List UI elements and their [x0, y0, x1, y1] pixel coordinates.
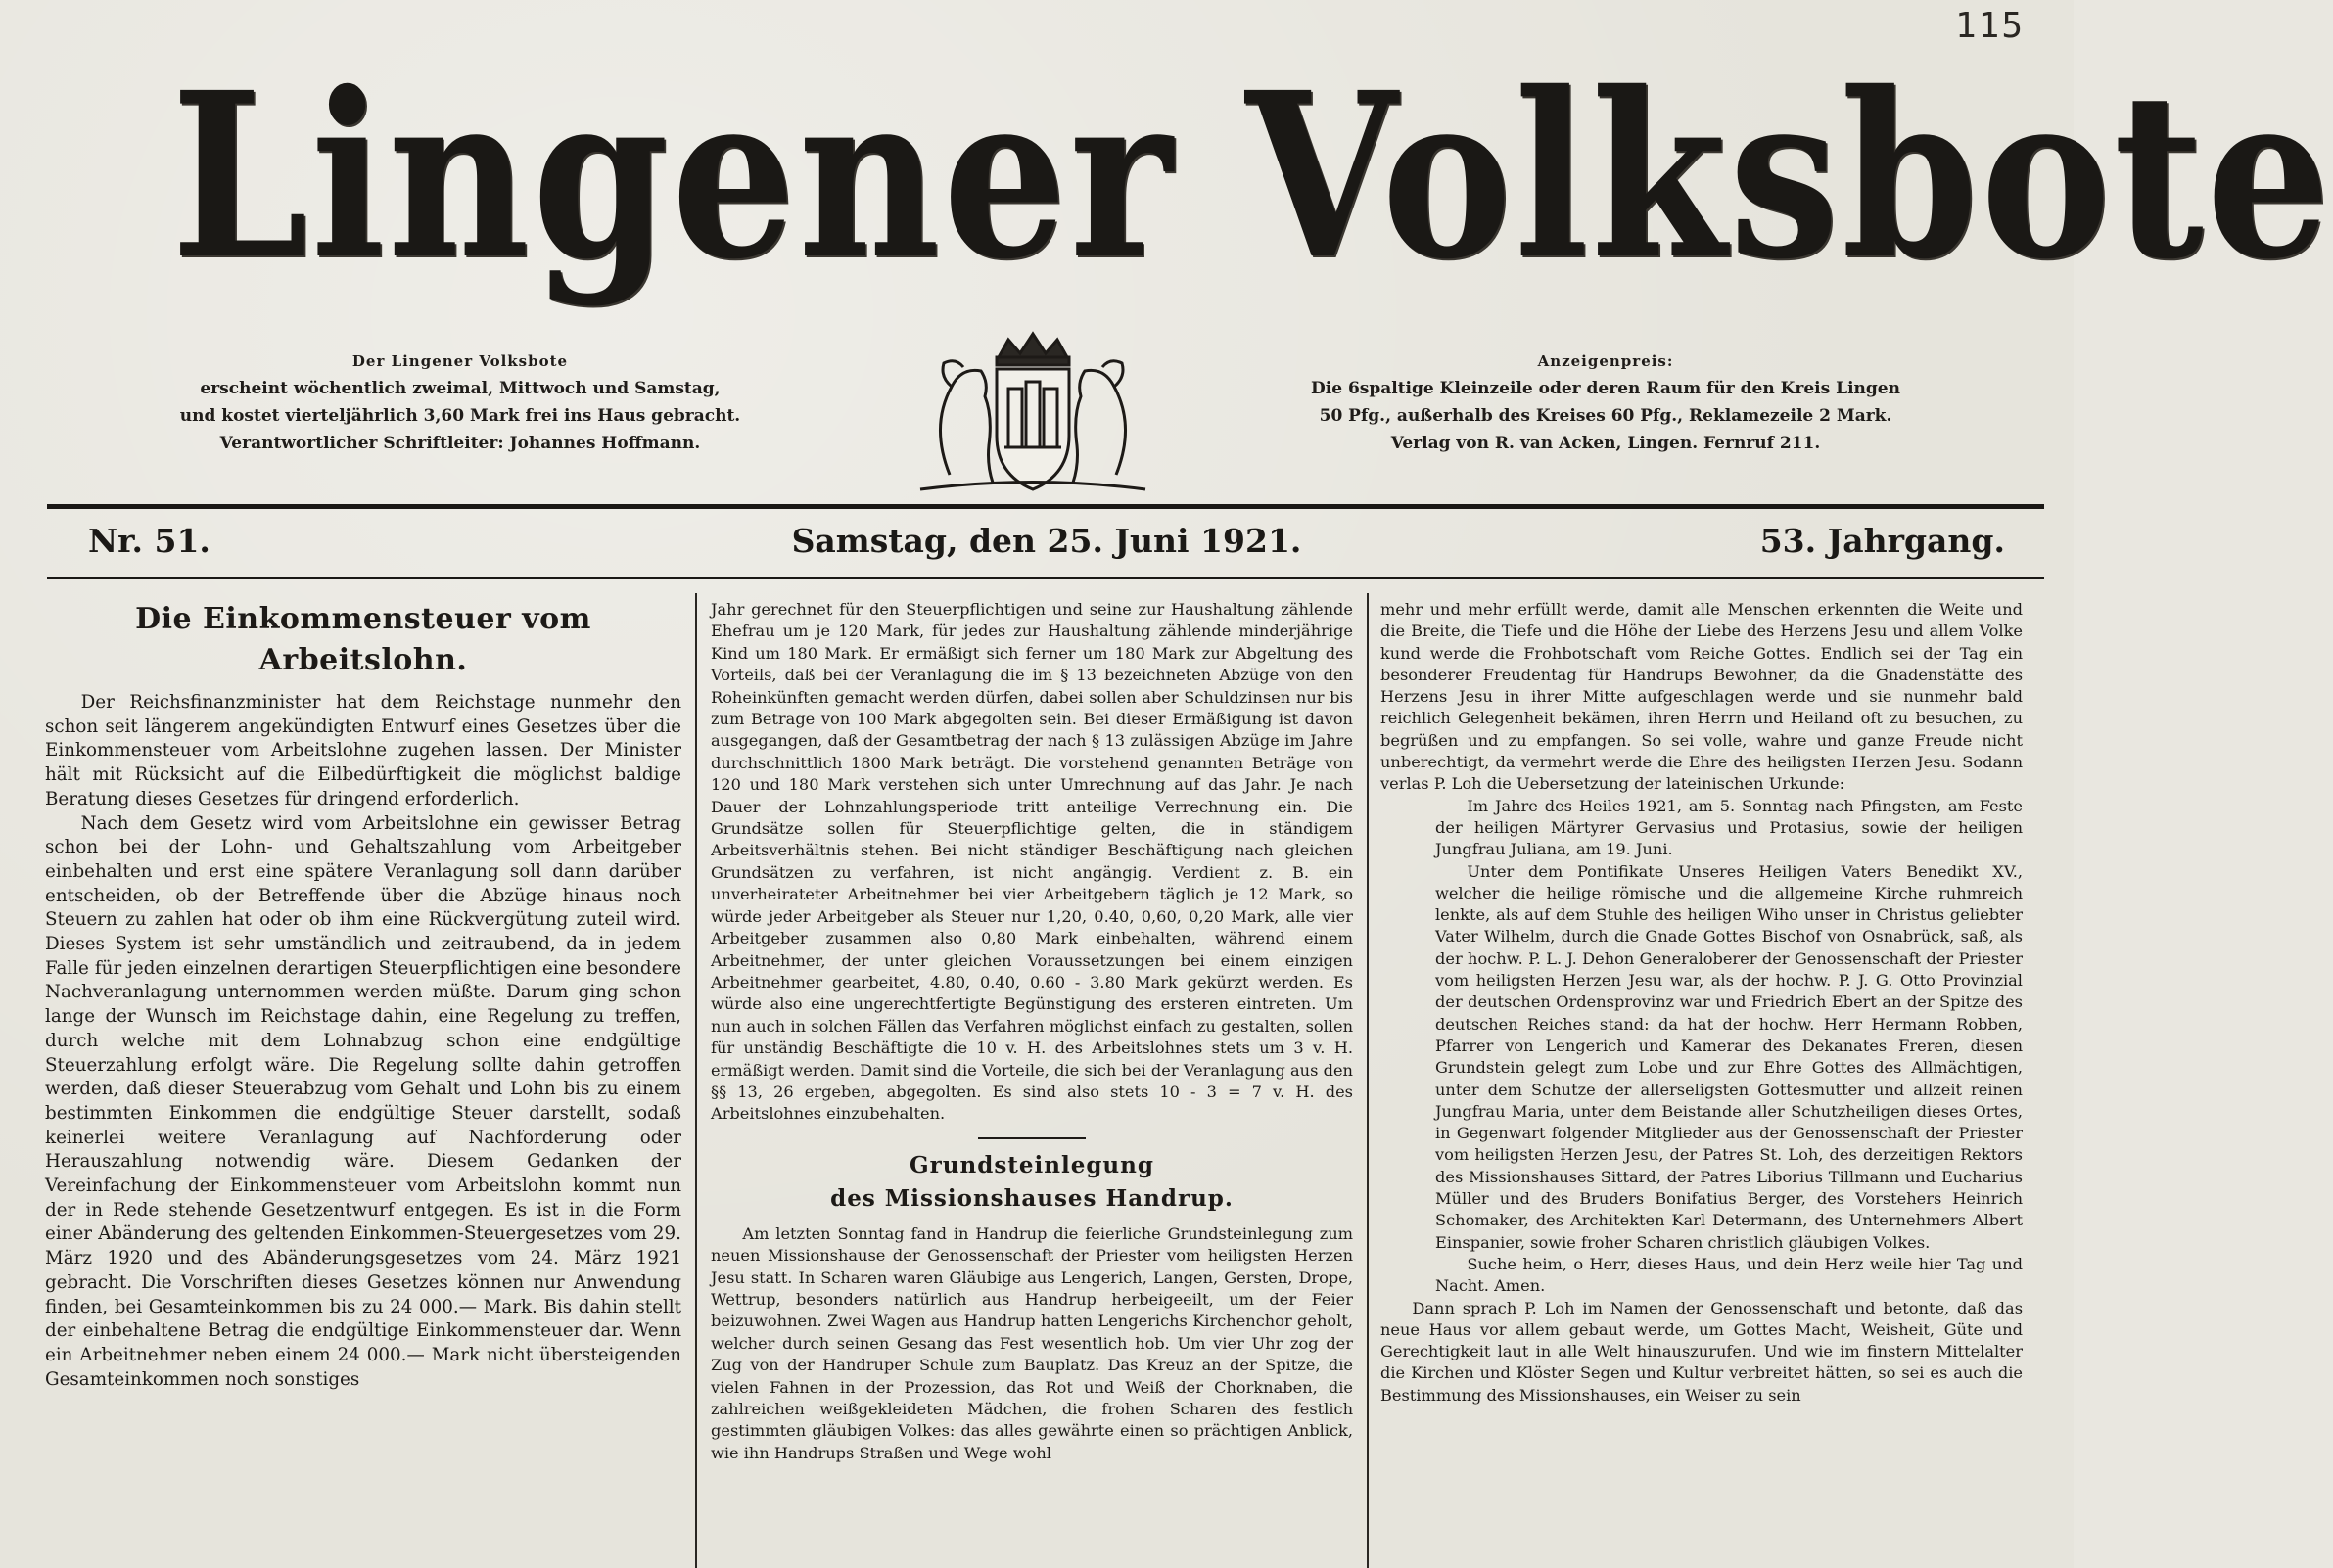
advertising-info-head: Anzeigenpreis: — [1537, 352, 1674, 370]
article-paragraph: Der Reichsfinanzminister hat dem Reichstage nunmehr den schon seit längerem angekündigten Entwurf eines Gesetzes über die Einkommensteuer vom Arbeitslohne zugehen lassen. Der Minister hält mit Rücksicht auf die Eilbedürftigkeit die möglichst baldige Beratung dieses Gesetzes für dringend erforderlich. — [45, 692, 681, 809]
advertising-info-line: 50 Pfg., außerhalb des Kreises 60 Pfg., Reklamezeile 2 Mark. — [1319, 406, 1892, 426]
masthead — [29, 29, 2333, 343]
subscription-info — [117, 347, 803, 457]
subhead-rule — [978, 1137, 1086, 1139]
article-column-3 — [1380, 599, 2023, 1568]
subscription-info-line: und kostet vierteljährlich 3,60 Mark frei ins Haus gebracht. — [179, 406, 741, 426]
issue-number: Nr. 51. — [88, 522, 210, 560]
subscription-info-line: erscheint wöchentlich zweimal, Mittwoch und Samstag, — [200, 379, 721, 398]
article-column-1 — [45, 599, 681, 1568]
advertising-info — [1263, 347, 1948, 457]
article-paragraph: Dann sprach P. Loh im Namen der Genossenschaft und betonte, daß das neue Haus vor allem gebaut werde, um Gottes Macht, Weisheit, Güte und Gerechtigkeit laut in alle Welt hinauszurufen. Und wie im finstern Mittelalter die Kirchen und Klöster Segen und Kultur verbreitet hätten, so sei es auch die Bestimmung des Missionshauses, ein Weiser zu sein — [1380, 1298, 2023, 1405]
article-paragraph: Am letzten Sonntag fand in Handrup die feierliche Grundsteinlegung zum neuen Missionshause der Genossenschaft der Priester vom heiligsten Herzen Jesu statt. In Scharen waren Gläubige aus Lengerich, Langen, Gersten, Drope, Wettrup, besonders natürlich aus Handrup herbeigeeilt, um der Feier beizuwohnen. Zwei Wagen aus Handrup hatten Lengerichs Kirchenchor geholt, welcher durch seinen Gesang das Fest wesentlich hob. Um vier Uhr zog der Zug von der Handruper Schule zum Bauplatz. Das Kreuz an der Spitze, die vielen Fahnen in der Prozession, das Rot und Weiß der Chorknaben, die zahlreichen weißgekleideten Mädchen, die frohen Scharen des festlich gestimmten gläubigen Volkes: das alles gewährte einen so prächtigen Anblick, wie ihn Handrups Straßen und Wege wohl — [711, 1223, 1353, 1462]
masthead-title: Lingener Volksbote — [170, 42, 2333, 309]
subscription-info-head: Der Lingener Volksbote — [351, 352, 569, 370]
article-paragraph: mehr und mehr erfüllt werde, damit alle Menschen erkennten die Weite und die Breite, die Tiefe und die Höhe der Liebe des Herzens Jesu und allem Volke kund werde die Frohbotschaft vom Reiche Gottes. Endlich sei der Tag ein besonderer Freudentag für Handrups Bewohner, da die Gnadenstätte des Herzens Jesu in ihrer Mitte aufgeschlagen werde und sie nunmehr bald reichlich Gelegenheit bekämen, ihren Herrn und Heiland oft zu besuchen, zu begrüßen und zu empfangen. So sei volle, wahre und ganze Freude nicht unberechtigt, da vermehrt werde die Ehre des heiligsten Herzen Jesu. Sodann verlas P. Loh die Uebersetzung der lateinischen Urkunde: — [1380, 600, 2023, 794]
column-divider — [1367, 593, 1369, 1568]
article-subhead: des Missionshauses Handrup. — [830, 1184, 1234, 1212]
page-number: 115 — [1954, 6, 2025, 46]
column-divider — [695, 593, 697, 1568]
article-headline: Die Einkommensteuer vom Arbeitslohn. — [135, 602, 591, 677]
advertising-info-line: Verlag von R. van Acken, Lingen. Fernruf 211. — [1390, 434, 1821, 453]
spacer — [711, 1216, 1353, 1223]
coat-of-arms-icon — [891, 328, 1175, 499]
article-subhead: Grundsteinlegung — [910, 1151, 1154, 1178]
article-paragraph: Nach dem Gesetz wird vom Arbeitslohne ein gewisser Betrag schon bei der Lohn- und Gehaltszahlung vom Arbeitgeber einbehalten und erst eine spätere Veranlagung soll dann darüber entscheiden, ob der Betreffende über die Abzüge hinaus noch Steuern zu zahlen hat oder ob ihm eine Rückvergütung zuteil wird. Dieses System ist sehr umständlich und zeitraubend, da in jedem Falle für jeden einzelnen derartigen Steuerpflichtigen eine besondere Nachveranlagung unternommen werden müßte. Darum ging schon lange der Wunsch im Reichstage dahin, eine Regelung zu treffen, durch welche mit dem Lohnabzug schon eine endgültige Steuerzahlung erfolgt wäre. Die Regelung sollte dahin getroffen werden, daß dieser Steuerabzug vom Gehalt und Lohn bis zu einem bestimmten Einkommen die endgültige Steuer darstellt, sodaß keinerlei weitere Veranlagung auf Nachforderung oder Herauszahlung notwendig wäre. Diesem Gedanken der Vereinfachung der Einkommensteuer vom Arbeitslohn kommt nun der in Rede stehende Gesetzentwurf entgegen. Es ist in die Form einer Abänderung des geltenden Einkommen-Steuergesetzes vom 29. März 1920 und des Abänderungsgesetzes vom 24. März 1921 gebracht. Die Vorschriften dieses Gesetzes können nur Anwendung finden, bei Gesamteinkommen bis zu 24 000.— Mark. Bis dahin stellt der einbehaltene Betrag die endgültige Einkommensteuer dar. Wenn ein Arbeitnehmer neben einem 24 000.— Mark nicht übersteigenden Gesamteinkommen noch sonstiges — [45, 812, 681, 1390]
dateline-rule — [47, 577, 2044, 579]
issue-date: Samstag, den 25. Juni 1921. — [791, 522, 1302, 560]
quote-paragraph: Suche heim, o Herr, dieses Haus, und dein Herz weile hier Tag und Nacht. Amen. — [1435, 1254, 2023, 1296]
article-paragraph: Jahr gerechnet für den Steuerpflichtigen und seine zur Haushaltung zählende Ehefrau um je 120 Mark, für jedes zur Haushaltung zählende minderjährige Kind um 180 Mark. Er ermäßigt sich ferner um 180 Mark zur Abgeltung des Vorteils, daß bei der Veranlagung die im § 13 bezeichneten Abzüge von den Roheinkünften gemacht werden dürfen, dabei sollen aber Schuldzinsen nur bis zum Betrage von 100 Mark abgegolten sein. Bei dieser Ermäßigung ist davon ausgegangen, daß der Gesamtbetrag der nach § 13 zulässigen Abzüge im Jahre durchschnittlich 1800 Mark beträgt. Die vorstehend genannten Beträge von 120 und 180 Mark verstehen sich unter Umrechnung auf das Jahr. Je nach Dauer der Lohnzahlungsperiode tritt anteilige Verrechnung ein. Die Grundsätze sollen für Steuerpflichtige gelten, die in ständigem Arbeitsverhältnis stehen. Bei nicht ständiger Beschäftigung nach gleichen Grundsätzen zu verfahren, ist nicht angängig. Verdient z. B. ein unverheirateter Arbeitnehmer bei vier Arbeitgebern täglich je 12 Mark, so würde jeder Arbeitgeber als Steuer nur 1,20, 0.40, 0,60, 0,20 Mark, alle vier Arbeitgeber zusammen also 0,80 Mark einbehalten, während einem Arbeitnehmer, der unter gleichen Voraussetzungen bei einem einzigen Arbeitnehmer gearbeitet, 4.80, 0.40, 0.60 - 3.80 Mark gekürzt werden. Es würde also eine ungerechtfertigte Begünstigung des ersteren eintreten. Um nun auch in solchen Fällen das Verfahren möglichst einfach zu gestalten, sollen für unständig Beschäftigte die 10 v. H. des Arbeitslohnes stets um 3 v. H. ermäßigt werden. Damit sind die Vorteile, die sich bei der Veranlagung aus den §§ 13, 26 ergeben, abgegolten. Es sind also stets 10 - 3 = 7 v. H. des Arbeitslohnes einzubehalten. — [711, 600, 1353, 1124]
quote-paragraph: Unter dem Pontifikate Unseres Heiligen Vaters Benedikt XV., welcher die heilige römische und die allgemeine Kirche ruhmreich lenkte, als auf dem Stuhle des heiligen Wiho unser in Christus geliebter Vater Wilhelm, durch die Gnade Gottes Bischof von Osnabrück, saß, als der hochw. P. L. J. Dehon Generaloberer der Genossenschaft der Priester vom heiligsten Herzen Jesu war, als der hochw. P. J. G. Otto Provinzial der deutschen Ordensprovinz war und Friedrich Ebert an der Spitze des deutschen Reiches stand: da hat der hochw. Herr Hermann Robben, Pfarrer von Lengerich und Kamerar des Dekanates Freren, diesen Grundstein gelegt zum Lobe und zur Ehre Gottes des Allmächtigen, unter dem Schutze der allerseligsten Gottesmutter und allzeit reinen Jungfrau Maria, unter dem Beistande aller Schutzheiligen dieses Ortes, in Gegenwart folgender Mitglieder aus der Genossenschaft der Priester vom heiligsten Herzen Jesu, der Patres St. Loh, des derzeitigen Rektors des Missionshauses Sittard, der Patres Liborius Tillmann und Eucharius Müller und des Bruders Bonifatius Berger, des Vorstehers Heinrich Schomaker, des Architekten Karl Determann, des Unternehmers Albert Einspanier, sowie froher Scharen christlich gläubigen Volkes. — [1435, 861, 2023, 1252]
subscription-info-line: Verantwortlicher Schriftleiter: Johannes Hoffmann. — [219, 434, 701, 453]
advertising-info-line: Die 6spaltige Kleinzeile oder deren Raum für den Kreis Lingen — [1311, 379, 1900, 398]
dateline — [78, 517, 2015, 566]
article-column-2 — [711, 599, 1353, 1568]
masthead-rule — [47, 504, 2044, 509]
quote-paragraph: Im Jahre des Heiles 1921, am 5. Sonntag nach Pfingsten, am Feste der heiligen Märtyrer Gervasius und Protasius, sowie der heiligen Jungfrau Juliana, am 19. Juni. — [1435, 796, 2023, 859]
volume-year: 53. Jahrgang. — [1759, 522, 2005, 560]
